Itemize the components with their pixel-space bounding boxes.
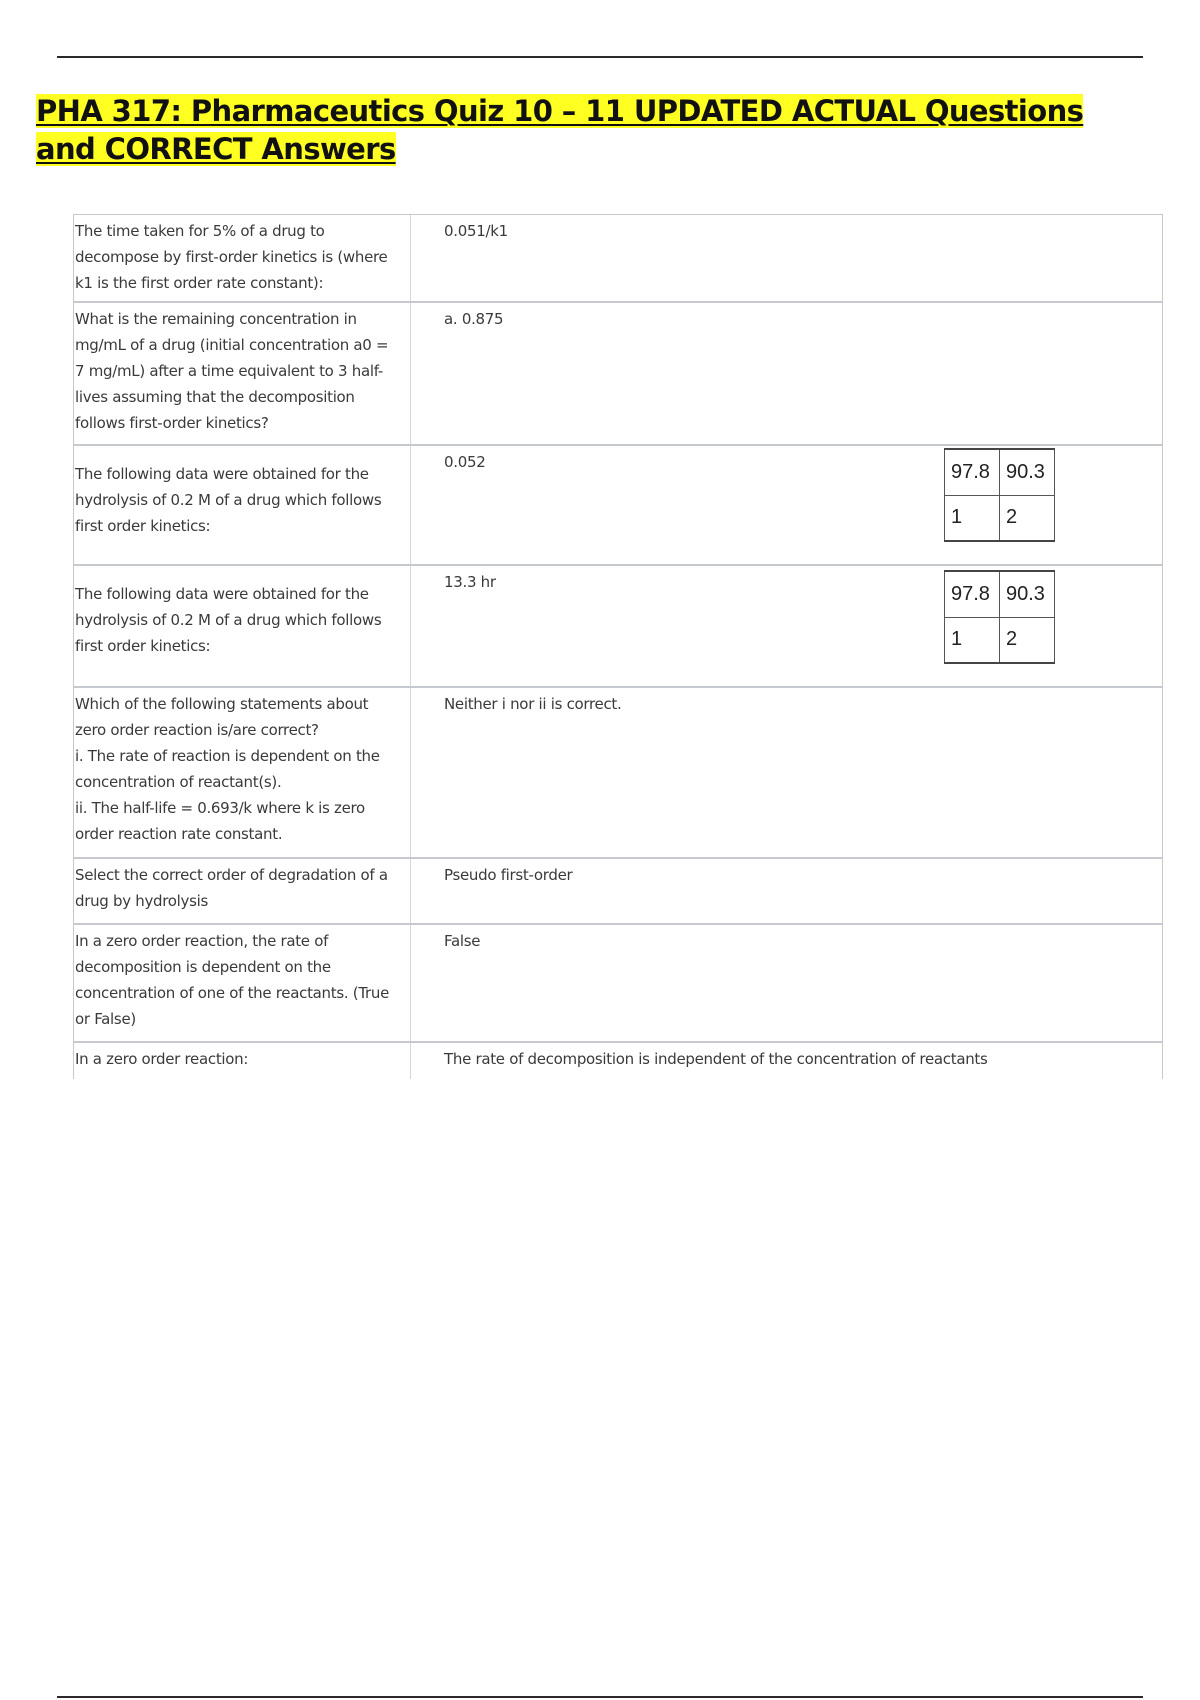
data-cell: 2 [1000, 617, 1055, 663]
data-cell: 97.8 [945, 449, 1000, 495]
data-table [944, 570, 1055, 664]
answer-cell: Neither i nor ii is correct. [444, 695, 622, 713]
answer-cell: 0.051/k1 [444, 222, 508, 240]
data-cell: 90.3 [1000, 449, 1055, 495]
qa-row [74, 566, 1162, 688]
qa-row [74, 925, 1162, 1043]
data-table [944, 448, 1055, 542]
question-cell: The following data were obtained for the hydrolysis of 0.2 M of a drug which follows first order kinetics: [74, 566, 411, 686]
data-cell: 90.3 [1000, 571, 1055, 617]
qa-table [73, 214, 1163, 1079]
question-cell: Which of the following statements about zero order reaction is/are correct? i. The rate of reaction is dependent on the concentration of reactant(s). ii. The half-life = 0.693/k where k is zero order reaction rate constant. [74, 688, 411, 857]
document-title [36, 92, 1136, 168]
question-cell: The time taken for 5% of a drug to decompose by first-order kinetics is (where k1 is the first order rate constant): [74, 215, 411, 301]
answer-cell: 13.3 hr [444, 573, 496, 591]
data-cell: 1 [945, 617, 1000, 663]
data-cell: 97.8 [945, 571, 1000, 617]
answer-cell: a. 0.875 [444, 310, 504, 328]
question-cell: Select the correct order of degradation of a drug by hydrolysis [74, 859, 411, 923]
question-cell: What is the remaining concentration in mg/mL of a drug (initial concentration a0 = 7 mg/mL) after a time equivalent to 3 half-lives assuming that the decomposition follows first-order kinetics? [74, 303, 411, 444]
answer-cell: The rate of decomposition is independent of the concentration of reactants [444, 1050, 988, 1068]
qa-row [74, 688, 1162, 859]
document-title-text: PHA 317: Pharmaceutics Quiz 10 – 11 UPDATED ACTUAL Questions and CORRECT Answers [36, 94, 1084, 166]
answer-cell: Pseudo first-order [444, 866, 573, 884]
qa-row [74, 215, 1162, 303]
header-rule [57, 56, 1143, 58]
data-cell: 2 [1000, 495, 1055, 541]
data-cell: 1 [945, 495, 1000, 541]
footer-rule [57, 1696, 1143, 1698]
answer-cell: 0.052 [444, 453, 486, 471]
qa-row [74, 1043, 1162, 1079]
question-cell: In a zero order reaction: [74, 1043, 411, 1079]
qa-row [74, 303, 1162, 446]
qa-row [74, 446, 1162, 566]
answer-cell: False [444, 932, 481, 950]
qa-row [74, 859, 1162, 925]
question-cell: The following data were obtained for the hydrolysis of 0.2 M of a drug which follows first order kinetics: [74, 446, 411, 564]
question-cell: In a zero order reaction, the rate of decomposition is dependent on the concentration of one of the reactants. (True or False) [74, 925, 411, 1041]
